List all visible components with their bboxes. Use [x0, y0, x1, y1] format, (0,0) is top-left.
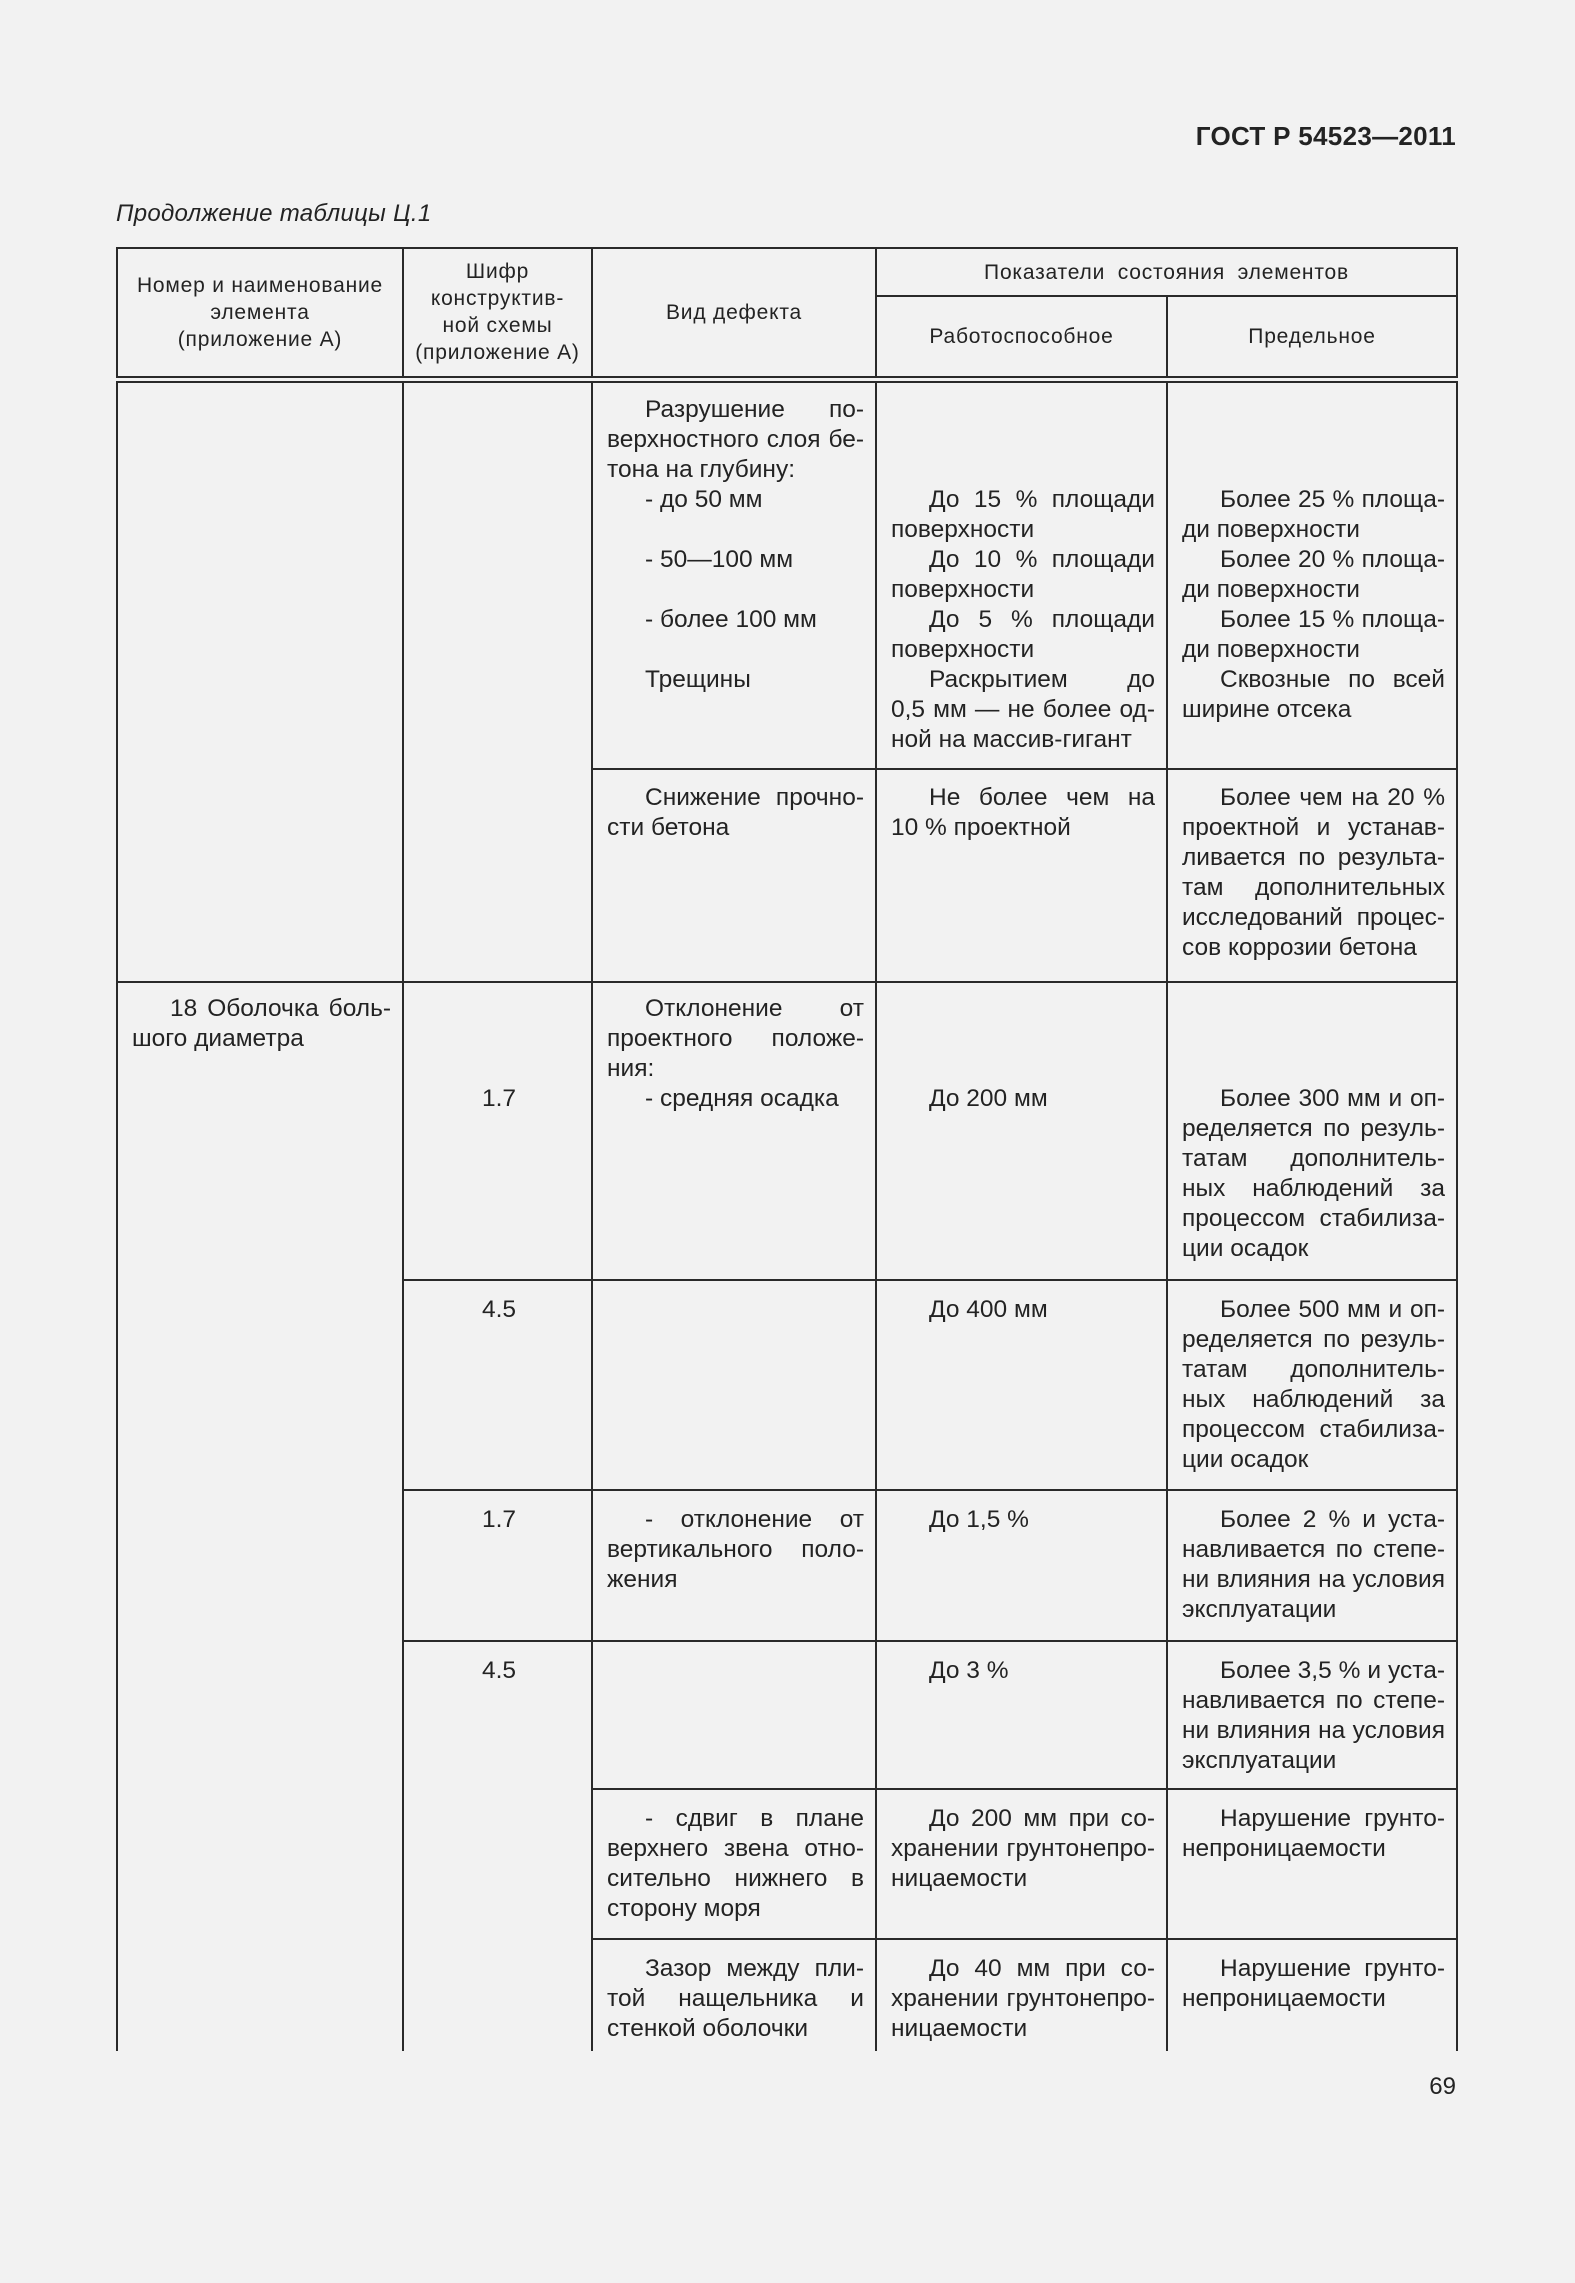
text-line: Номер и наименование [136, 273, 384, 297]
text-line: - 50—100 мм [645, 545, 794, 573]
limit-cell [1167, 1084, 1457, 1280]
defect-cell [592, 1789, 876, 1939]
text-line: жения [607, 1565, 678, 1593]
text-line: навливается по степе- [1182, 1686, 1445, 1714]
operable-cell [876, 1641, 1167, 1789]
defect-cell [592, 769, 876, 982]
text-line: ди поверхности [1182, 635, 1360, 663]
text-line: Более 25 % площа- [1220, 485, 1445, 513]
defect-cell [592, 665, 876, 769]
text-line: Разрушение по- [645, 395, 864, 423]
text-line: Более чем на 20 % [1220, 783, 1445, 811]
text-line: поверхности [891, 575, 1035, 603]
text-line: ницаемости [891, 1864, 1028, 1892]
scheme-code-cell: 4.5 [403, 1641, 592, 2051]
text-line: - сдвиг в плане [645, 1804, 864, 1832]
text-line: ди поверхности [1182, 575, 1360, 603]
text-line: верхностного слоя бе- [607, 425, 864, 453]
text-line: вертикального поло- [607, 1535, 864, 1563]
operable-cell [876, 485, 1167, 545]
text-line: Более 15 % площа- [1220, 605, 1445, 633]
scheme-code-cell: 4.5 [403, 1280, 592, 1490]
text-line: сительно нижнего в [607, 1864, 864, 1892]
text-line: татам дополнитель- [1182, 1144, 1445, 1172]
standard-designation: ГОСТ Р 54523—2011 [1195, 121, 1456, 151]
operable-cell [876, 1939, 1167, 2051]
text-line: До 200 мм [929, 1084, 1048, 1112]
text-line: ницаемости [891, 2014, 1028, 2042]
text-line: процессом стабилиза- [1182, 1415, 1445, 1443]
text-line: татам дополнитель- [1182, 1355, 1445, 1383]
defect-cell [592, 1939, 876, 2051]
text-line: ной схемы [442, 314, 553, 338]
text-line: Не более чем на [929, 783, 1155, 811]
operable-cell [876, 379, 1167, 485]
header-limit: Предельное [1167, 296, 1457, 379]
text-line: Зазор между пли- [645, 1954, 864, 1982]
limit-cell [1167, 769, 1457, 982]
limit-cell [1167, 1939, 1457, 2051]
text-line: До 15 % площади [929, 485, 1155, 513]
text-line: сов коррозии бетона [1182, 933, 1417, 961]
text-line: Более 20 % площа- [1220, 545, 1445, 573]
text-line: элемента [210, 300, 310, 324]
header-indicators: Показатели состояния элементов [876, 248, 1457, 296]
text-line: ливается по результа- [1182, 843, 1445, 871]
defect-cell [592, 379, 876, 485]
scheme-code-cell [403, 982, 592, 1084]
defect-cell [592, 545, 876, 605]
text-line: - средняя осадка [645, 1084, 839, 1112]
text-line: Нарушение грунто- [1220, 1804, 1445, 1832]
text-line: той нащельника и [607, 1984, 864, 2012]
text-line: Сквозные по всей [1220, 665, 1445, 693]
text-line: ределяется по резуль- [1182, 1325, 1445, 1353]
text-line: 0,5 мм — не более од- [891, 695, 1155, 723]
operable-cell [876, 1490, 1167, 1641]
text-line: ных наблюдений за [1182, 1385, 1445, 1413]
text-line: конструктив- [430, 287, 565, 311]
text-line: навливается по степе- [1182, 1535, 1445, 1563]
text-line: непроницаемости [1182, 1984, 1386, 2012]
defect-cell [592, 1490, 876, 1641]
operable-cell [876, 1084, 1167, 1280]
text-line: ни влияния на условия [1182, 1565, 1445, 1593]
element-cell [117, 982, 403, 2051]
header-operable: Работоспособное [876, 296, 1167, 379]
defect-cell [592, 1280, 876, 1490]
page-number: 69 [1429, 2073, 1456, 2100]
text-line: До 40 мм при со- [929, 1954, 1155, 1982]
operable-cell [876, 982, 1167, 1084]
limit-cell [1167, 1490, 1457, 1641]
text-line: процессом стабилиза- [1182, 1204, 1445, 1232]
limit-cell [1167, 665, 1457, 769]
text-line: До 3 % [929, 1656, 1009, 1684]
text-line: поверхности [891, 515, 1035, 543]
text-line: До 10 % площади [929, 545, 1155, 573]
text-line: ции осадок [1182, 1234, 1309, 1262]
text-line: тона на глубину: [607, 455, 796, 483]
text-line: Шифр [465, 260, 530, 284]
text-line: хранении грунтонепро- [891, 1984, 1155, 2012]
text-line: сторону моря [607, 1894, 761, 1922]
text-line: верхнего звена отно- [607, 1834, 864, 1862]
limit-cell [1167, 545, 1457, 605]
text-line: стенкой оболочки [607, 2014, 809, 2042]
operable-cell [876, 605, 1167, 665]
text-line: ных наблюдений за [1182, 1174, 1445, 1202]
limit-cell [1167, 1641, 1457, 1789]
text-line: Более 2 % и уста- [1220, 1505, 1445, 1533]
text-line: Трещины [645, 665, 751, 693]
text-line: ния: [607, 1054, 655, 1082]
operable-cell [876, 1789, 1167, 1939]
text-line: До 400 мм [929, 1295, 1048, 1323]
element-cell [117, 379, 403, 982]
limit-cell [1167, 1789, 1457, 1939]
text-line: ределяется по резуль- [1182, 1114, 1445, 1142]
limit-cell [1167, 1280, 1457, 1490]
text-line: До 200 мм при со- [929, 1804, 1155, 1832]
operable-cell [876, 665, 1167, 769]
text-line: непроницаемости [1182, 1834, 1386, 1862]
text-line: (приложение А) [415, 341, 580, 365]
limit-cell [1167, 982, 1457, 1084]
header-scheme-code [403, 248, 592, 379]
header-defect: Вид дефекта [592, 248, 876, 379]
text-line: Более 500 мм и оп- [1220, 1295, 1445, 1323]
table-row [117, 982, 1457, 1084]
text-line: Отклонение от [645, 994, 864, 1022]
text-line: 18 Оболочка боль- [170, 994, 391, 1022]
operable-cell [876, 545, 1167, 605]
defect-cell [592, 485, 876, 545]
text-line: - отклонение от [645, 1505, 864, 1533]
scheme-code-cell: 1.7 [403, 1084, 592, 1280]
text-line: исследований процес- [1182, 903, 1445, 931]
header-row [117, 248, 1457, 296]
text-line: проектного положе- [607, 1024, 864, 1052]
text-line: (приложение А) [177, 327, 343, 351]
scheme-code-cell [403, 379, 592, 982]
text-line: эксплуатации [1182, 1595, 1337, 1623]
limit-cell [1167, 379, 1457, 485]
text-line: эксплуатации [1182, 1746, 1337, 1774]
text-line: ширине отсека [1182, 695, 1352, 723]
table-row [117, 379, 1457, 485]
text-line: - более 100 мм [645, 605, 817, 633]
condition-table [116, 247, 1458, 2051]
text-line: сти бетона [607, 813, 730, 841]
text-line: Раскрытием до [929, 665, 1155, 693]
text-line: ной на массив-гигант [891, 725, 1132, 753]
defect-cell [592, 982, 876, 1084]
text-line: там дополнительных [1182, 873, 1445, 901]
scheme-code-cell: 1.7 [403, 1490, 592, 1641]
text-line: Снижение прочно- [645, 783, 864, 811]
text-line: - до 50 мм [645, 485, 763, 513]
limit-cell [1167, 605, 1457, 665]
header-element [117, 248, 403, 379]
text-line: ни влияния на условия [1182, 1716, 1445, 1744]
text-line: шого диаметра [132, 1024, 304, 1052]
operable-cell [876, 1280, 1167, 1490]
text-line: проектной и устанав- [1182, 813, 1445, 841]
operable-cell [876, 769, 1167, 982]
limit-cell [1167, 485, 1457, 545]
text-line: Более 300 мм и оп- [1220, 1084, 1445, 1112]
defect-cell [592, 605, 876, 665]
text-line: До 1,5 % [929, 1505, 1029, 1533]
text-line: ции осадок [1182, 1445, 1309, 1473]
text-line: Более 3,5 % и уста- [1220, 1656, 1445, 1684]
text-line: хранении грунтонепро- [891, 1834, 1155, 1862]
text-line: 10 % проектной [891, 813, 1071, 841]
table-caption: Продолжение таблицы Ц.1 [116, 200, 432, 227]
defect-cell [592, 1084, 876, 1280]
defect-cell [592, 1641, 876, 1789]
text-line: поверхности [891, 635, 1035, 663]
text-line: До 5 % площади [929, 605, 1155, 633]
text-line: Нарушение грунто- [1220, 1954, 1445, 1982]
text-line: ди поверхности [1182, 515, 1360, 543]
